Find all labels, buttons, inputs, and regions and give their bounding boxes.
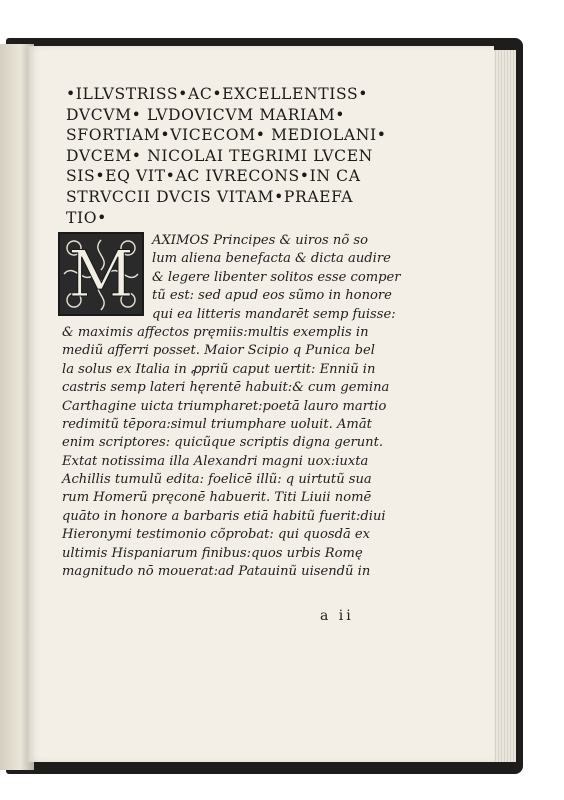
signature-mark: a ii	[320, 608, 354, 624]
initial-letter: M	[68, 238, 134, 312]
body-line: rum Homerũ pręconē habuerit. Titi Liuii nomē	[62, 490, 372, 506]
body-line: & maximis affectos pręmiis:multis exemplis in	[62, 324, 369, 340]
body-line: castris semp lateri hęrentē habuit:& cum gemina	[62, 380, 390, 396]
body-line: Extat notissima illa Alexandri magni uox:iuxta	[62, 453, 369, 469]
body-line: tũ est: sed apud eos sũmo in honore	[152, 288, 392, 304]
body-line: qui ea litteris mandarēt semp fuisse:	[152, 306, 396, 322]
body-text	[62, 232, 401, 581]
body-line: & legere libenter solitos esse comper	[152, 269, 401, 285]
body-line: Carthagine uicta triumpharet:poetā lauro martio	[62, 398, 387, 414]
body-line: Hieronymi testimonio cõprobat: qui quosdā ex	[62, 527, 371, 543]
heading-line: SIS•EQ VIT•AC IVRECONS•IN CA	[66, 167, 361, 186]
body-line: la solus ex Italia in ꝓpriũ caput uertit: Enniũ in	[62, 361, 376, 377]
preface-heading	[66, 84, 392, 228]
body-line: Achillis tumulũ edita: foelicē illũ: q uirtutũ sua	[62, 472, 372, 488]
body-line: lum aliena benefacta & dicta audire	[152, 251, 391, 267]
heading-line: TIO•	[66, 208, 107, 227]
body-line: ultimis Hispaniarum finibus:quos urbis Romę	[62, 545, 363, 561]
body-line: mediũ afferri posset. Maior Scipio q Punica bel	[62, 343, 375, 359]
body-line: magnitudo nō mouerat:ad Patauinũ uisendũ in	[62, 564, 371, 580]
body-line: enim scriptores: quicũque scriptis digna gerunt.	[62, 435, 384, 451]
body-line: AXIMOS Principes & uiros nõ so	[152, 233, 368, 248]
heading-line: STRVCCII DVCIS VITAM•PRAEFA	[66, 187, 354, 206]
heading-line: SFORTIAM•VICECOM• MEDIOLANI•	[66, 126, 387, 145]
heading-line: •ILLVSTRISS•AC•EXCELLENTISS•	[66, 85, 369, 103]
heading-line: DVCVM• LVDOVICVM MARIAM•	[66, 105, 346, 124]
body-line: redimitũ tēpora:simul triumphare uoluit. Amāt	[62, 416, 372, 432]
heading-line: DVCEM• NICOLAI TEGRIMI LVCEN	[66, 146, 373, 165]
body-line: quāto in honore a barbaris etiā habitũ fuerit:diui	[62, 508, 386, 524]
